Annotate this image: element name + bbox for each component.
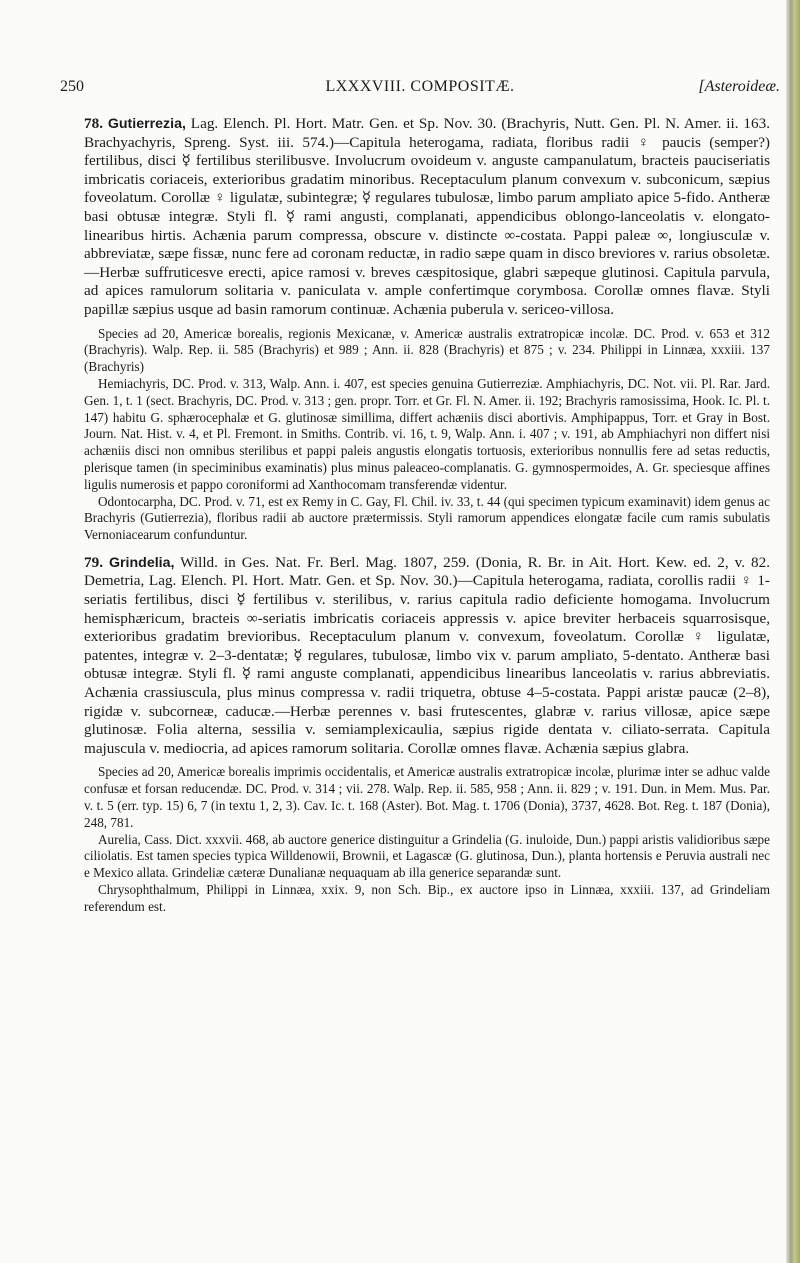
genus-name: Gutierrezia, (107, 116, 186, 132)
genus-entry-gutierrezia (84, 115, 770, 320)
note-paragraph: Aurelia, Cass. Dict. xxxvii. 468, ab auctore generice distinguitur a Grindelia (G. inuloide, Dun.) pappi aristis validioribus sæpe ciliolatis. Est tamen species typica Willdenowii, Brownii, et Lagascæ (G. glutinosa, Dun.), planta hortensis e Peruvia australi nec e Mexico allata. Grindeliæ cæteræ Dunalianæ nequaquam ab illa generice separandæ sunt. (84, 831, 770, 881)
section-label: [Asteroideæ. (698, 78, 780, 95)
note-paragraph: Odontocarpha, DC. Prod. v. 71, est ex Remy in C. Gay, Fl. Chil. iv. 33, t. 44 (qui specimen typicum examinavit) idem genus ac Brachyris (Gutierrezia), floribus radii ab auctore prætermissis. Styli ramorum appendices elongatæ facile cum ramis subulatis Vernoniacearum confunduntur. (84, 493, 770, 543)
page-number: 250 (60, 78, 84, 95)
running-header (60, 78, 780, 100)
genus-name: Grindelia, (109, 554, 175, 571)
genus-entry-grindelia (84, 554, 770, 759)
note-paragraph: Species ad 20, Americæ borealis imprimis occidentalis, et Americæ australis extratropicæ incolæ, plurimæ inter se adhuc valde confusæ et forsan reducendæ. DC. Prod. v. 314 ; vii. 278. Walp. Rep. ii. 585, 958 ; Ann. ii. 829 ; v. 191. Dun. in Mem. Mus. Par. v. t. 5 (err. typ. 15) 6, 7 (in textu 1, 2, 3). Cav. Ic. t. 168 (Aster). Bot. Mag. t. 1706 (Donia), 3737, 4628. Bot. Reg. t. 187 (Donia), 248, 781. (84, 764, 770, 830)
genus-description: Lag. Elench. Pl. Hort. Matr. Gen. et Sp. Nov. 30. (Brachyris, Nutt. Gen. Pl. N. Amer. ii. 163. Brachyachyris, Spreng. Syst. iii. 574.)—Capitula heterogama, radiata, floribus radii ♀ paucis (semper?) fertilibus, disci ☿ fertilibus sterilibusve. Involucrum ovoideum v. anguste campanulatum, bracteis pauciseriatis imbricatis coriaceis, exterioribus gradatim minoribus. Receptaculum planum convexum v. subconicum, sæpius foveolatum. Corollæ ♀ ligulatæ, subintegræ; ☿ regulares tubulosæ, limbo parum ampliato apice 5-fido. Antheræ basi obtusæ integræ. Styli fl. ☿ rami angusti, complanati, appendicibus oblongo-lanceolatis v. elongato-linearibus hirtis. Achænia parum compressa, obscure v. distincte ∞-costata. Pappi paleæ ∞, longiusculæ v. abbreviatæ, sæpe fissæ, nunc fere ad coronam reductæ, in radio sæpe quam in disco breviores v. rarius obsoletæ.—Herbæ suffruticesve erecti, apice ramosi v. breves cæspitosique, glabri sæpeque glutinosi. Capitula parvula, ad apices ramulorum solitaria v. paniculata v. ample confertimque corymbosa. Corollæ omnes flavæ. Styli papillæ sæpius usque ad basin ramorum continuæ. Achænia puberula v. sericeo-villosa. (84, 115, 770, 318)
page-edge (786, 0, 800, 1263)
note-paragraph: Hemiachyris, DC. Prod. v. 313, Walp. Ann. i. 407, est species genuina Gutierreziæ. Amphiachyris, DC. Not. vii. Pl. Rar. Jard. Gen. 1, t. 1 (sect. Brachyris, DC. Prod. v. 313 ; gen. propr. Torr. et Gr. Fl. N. Amer. ii. 192; Brachyris ramosissima, Hook. Ic. Pl. t. 147) habitu G. sphærocephalæ et G. glutinosæ simillima, differt achæniis disci abortivis. Amphipappus, Torr. et Gray in Bost. Journ. Nat. Hist. v. 4, et Pl. Fremont. in Smiths. Contrib. vi. 16, t. 9, Walp. Ann. i. 407 ; v. 191, ab Amphiachyri non differt nisi achæniis disci non omnibus sterilibus et pappi paleis angustis elongatis tortuosis, exterioribus nonnullis fere ad setas reductis, plerisque tamen (in speciminibus examinatis) plus minus paleaceo-complanatis. G. gymnospermoides, A. Gr. speciesque affines ligulis numerosis et pappo coroniformi ad Xanthocomam transferendæ videntur. (84, 375, 770, 492)
entry-number: 79. (84, 553, 103, 571)
genus-description: Willd. in Ges. Nat. Fr. Berl. Mag. 1807, 259. (Donia, R. Br. in Ait. Hort. Kew. ed. 2, v. 82. Demetria, Lag. Elench. Pl. Hort. Matr. Gen. et Sp. Nov. 30.)—Capitula heterogama, radiata, corollis radii ♀ 1-seriatis fertilibus, disci ☿ fertilibus v. sterilibus, v. rarius capitula radio deficiente homogama. Involucrum hemisphæricum, bracteis ∞-seriatis imbricatis coriaceis appressis v. apice breviter herbaceis squarrosisque, exterioribus gradatim brevioribus. Receptaculum planum v. convexum, foveolatum. Corollæ ♀ ligulatæ, patentes, integræ v. 2–3-dentatæ; ☿ regulares, tubulosæ, limbo vix v. parum ampliato, 5-dentato. Antheræ basi obtusæ integræ. Styli fl. ☿ rami anguste complanati, appendicibus linearibus lanceolatis v. rarius abbreviatis. Achænia crassiuscula, plus minus compressa v. radii triquetra, obtuse 4–5-costata. Pappi aristæ paucæ (2–8), rigidæ v. subcorneæ, caducæ.—Herbæ perennes v. basi frutescentes, glabræ v. rarius villosæ, apice sæpe glutinosæ. Folia alterna, sessilia v. semiamplexicaulia, sæpius rigide dentata v. ciliato-serrata. Capitula majuscula v. mediocria, ad apices ramorum solitaria. Corollæ omnes flavæ. Achænia sæpius glabra. (84, 553, 771, 757)
entry-number: 78. (84, 115, 103, 132)
running-title: LXXXVIII. COMPOSITÆ. (325, 78, 515, 95)
note-paragraph: Species ad 20, Americæ borealis, regionis Mexicanæ, v. Americæ australis extratropicæ incolæ. DC. Prod. v. 653 et 312 (Brachyris). Walp. Rep. ii. 585 (Brachyris) et 989 ; Ann. ii. 828 (Brachyris) et 875 ; v. 234. Philippi in Linnæa, xxxiii. 137 (Brachyris) (84, 325, 770, 375)
note-paragraph: Chrysophthalmum, Philippi in Linnæa, xxix. 9, non Sch. Bip., ex auctore ipso in Linnæa, xxxiii. 137, ad Grindeliam referendum est. (84, 882, 770, 914)
page-content (84, 115, 770, 916)
